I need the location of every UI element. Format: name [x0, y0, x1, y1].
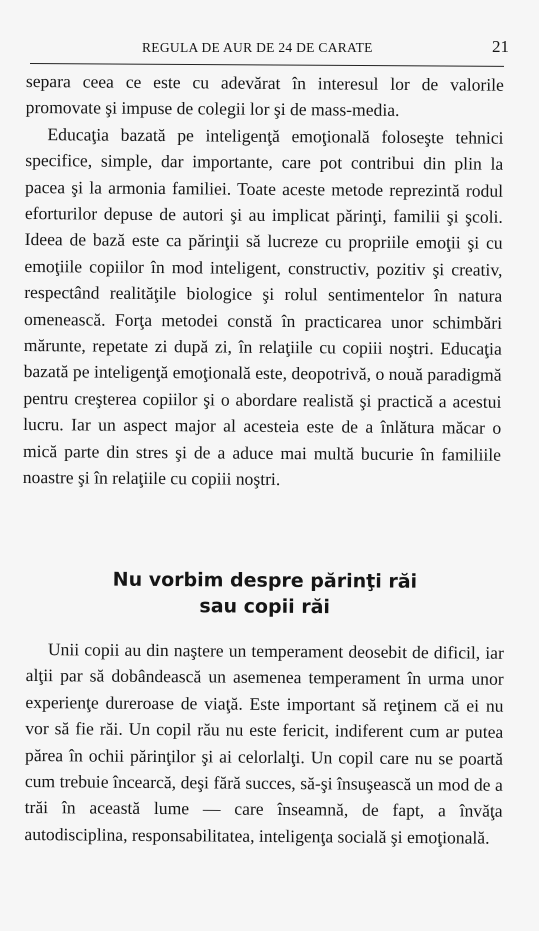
- page-number: 21: [492, 37, 509, 56]
- section-heading-line-1: Nu vorbim despre părinţi răi: [112, 568, 418, 593]
- paragraph: Unii copii au din naştere un temperament deosebit de dificil, iar alţii par să dobândească un asemenea temperament în urma unor experienţe dureroase de viaţă. Este important să reţinem că ei nu vor să fie răi. Un copil rău nu este fericit, indiferent cum ar putea părea în ochii părinţilor şi ai celorlalţi. Un copil care nu se poartă cum trebuie încearcă, deşi fără succes, să-şi însuşească un mod de a trăi în această lume — care înseamnă, de fapt, a învăţa autodisciplina, responsabilitatea, inteligenţa socială şi emoţională.: [24, 639, 504, 848]
- paragraph: Educaţia bazată pe inteligenţă emoţională foloseşte tehnici specifice, simple, dar importante, care pot contribui din plin la pacea şi la armonia familiei. Toate aceste metode reprezintă rodul eforturilor depuse de autori şi au implicat părinţi, familii şi şcoli. Ideea de bază este ca părinţii să lucreze cu propriile emoţii şi cu emoţiile copiilor în mod inteligent, constructiv, pozitiv şi creativ, respectând realităţile biologice şi rolul sentimentelor în natura omenească. Forţa metodei constă în practicarea unor schimbări mărunte, repetate zi după zi, în relaţiile cu copiii noştri. Educaţia bazată pe inteligenţă emoţională este, deopotrivă, o nouă paradigmă pentru creşterea copiilor şi o abordare realistă şi practică a acestui lucru. Iar un aspect major al acesteia este de a înlătura măcar o mică parte din stres şi de a aduce mai multă bucurie în familiile noastre şi în relaţiile cu copiii noştri.: [22, 123, 504, 490]
- section-2-text: [24, 636, 504, 851]
- running-title: REGULA DE AUR DE 24 DE CARATE: [142, 40, 373, 55]
- section-heading-line-2: sau copii răi: [199, 595, 331, 619]
- paragraph-continuation: separa ceea ce este cu adevărat în interesul lor de valorile promovate şi impuse de colegii lor şi de mass-media.: [25, 70, 504, 121]
- section-heading: [26, 566, 504, 621]
- running-head: [30, 36, 509, 62]
- header-rule: [30, 63, 504, 67]
- section-1-text: [23, 68, 504, 494]
